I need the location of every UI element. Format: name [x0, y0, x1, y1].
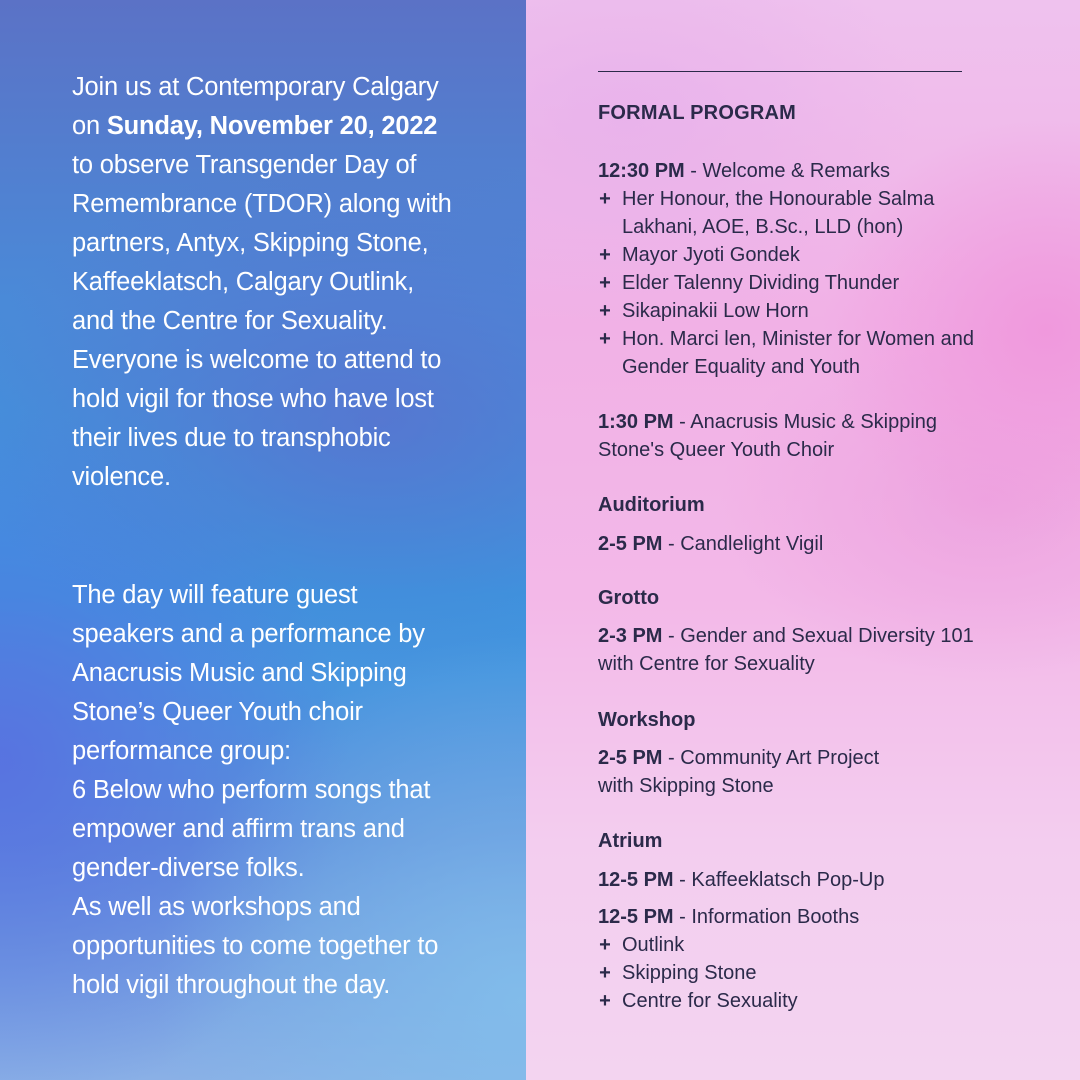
atrium-booths-block	[598, 903, 998, 1015]
booths-line	[598, 903, 998, 931]
intro-text-part1: Join us at Contemporary Calgary on	[72, 73, 439, 140]
list-item: + Sikapinakii Low Horn	[598, 297, 998, 325]
event-date: Sunday, November 20, 2022	[106, 112, 438, 140]
plus-icon: +	[599, 328, 611, 350]
program-title: FORMAL PROGRAM	[598, 102, 796, 124]
auditorium-desc: - Candlelight Vigil	[662, 533, 824, 555]
auditorium-block	[598, 530, 998, 558]
list-item: + Her Honour, the Honourable Salma Lakhani, AOE, B.Sc., LLD (hon)	[598, 185, 998, 241]
feature-line-1: The day will feature guest speakers and a performance by Anacrusis Music and Skipping Stone’s Queer Youth choir performance group:	[72, 581, 425, 765]
list-item: + Elder Talenny Dividing Thunder	[598, 269, 998, 297]
intro-paragraph	[72, 68, 462, 497]
auditorium-time: 2-5 PM	[598, 533, 663, 555]
plus-icon: +	[599, 990, 611, 1012]
list-item: + Mayor Jyoti Gondek	[598, 241, 998, 269]
plus-icon: +	[599, 244, 611, 266]
booths-desc: - Information Booths	[673, 906, 860, 928]
booth-list	[598, 931, 998, 1015]
music-block	[598, 408, 958, 464]
list-item: + Hon. Marci len, Minister for Women and Gender Equality and Youth	[598, 325, 998, 381]
plus-icon: +	[599, 962, 611, 984]
music-time: 1:30 PM	[598, 411, 674, 433]
grotto-heading: Grotto	[598, 587, 660, 609]
grotto-time: 2-3 PM	[598, 625, 663, 647]
list-item: + Outlink	[598, 931, 998, 959]
grotto-desc: - Gender and Sexual Diversity 101 with Centre for Sexuality	[598, 625, 974, 675]
welcome-line	[598, 157, 998, 185]
popup-desc: - Kaffeeklatsch Pop-Up	[673, 869, 885, 891]
feature-line-2: 6 Below who perform songs that empower and affirm trans and gender-diverse folks.	[72, 776, 431, 882]
plus-icon: +	[599, 188, 611, 210]
welcome-block	[598, 157, 998, 381]
list-item: + Skipping Stone	[598, 959, 998, 987]
plus-icon: +	[599, 300, 611, 322]
intro-text-part2: to observe Transgender Day of Remembrance (TDOR) along with partners, Antyx, Skipping Stone, Kaffeeklatsch, Calgary Outlink, and the Centre for Sexuality. Everyone is welcome to attend to hold vigil for those who have lost their lives due to transphobic violence.	[72, 151, 452, 491]
feature-line-3: As well as workshops and opportunities to come together to hold vigil throughout the day.	[72, 893, 439, 999]
atrium-popup-block	[598, 866, 998, 894]
list-item: + Centre for Sexuality	[598, 987, 998, 1015]
workshop-desc: - Community Art Project with Skipping Stone	[598, 747, 880, 797]
left-panel	[0, 0, 526, 1080]
atrium-heading: Atrium	[598, 830, 663, 852]
right-panel	[526, 0, 1080, 1080]
auditorium-heading: Auditorium	[598, 494, 705, 516]
welcome-time: 12:30 PM	[598, 160, 685, 182]
welcome-desc: - Welcome & Remarks	[684, 160, 890, 182]
workshop-time: 2-5 PM	[598, 747, 663, 769]
popup-time: 12-5 PM	[598, 869, 674, 891]
workshop-block	[598, 744, 908, 800]
music-desc: - Anacrusis Music & Skipping Stone's Queer Youth Choir	[598, 411, 938, 461]
plus-icon: +	[599, 272, 611, 294]
divider-line	[598, 71, 962, 72]
booths-time: 12-5 PM	[598, 906, 674, 928]
workshop-heading: Workshop	[598, 709, 696, 731]
feature-paragraph	[72, 576, 462, 1005]
plus-icon: +	[599, 934, 611, 956]
speaker-list	[598, 185, 998, 381]
grotto-block	[598, 622, 978, 678]
